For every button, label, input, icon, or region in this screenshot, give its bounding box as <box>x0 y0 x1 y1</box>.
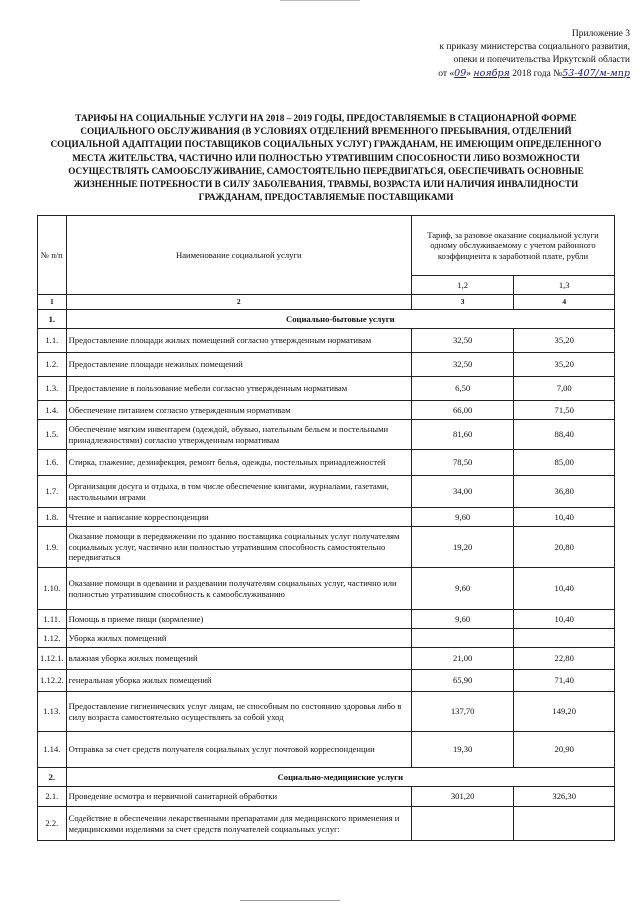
row-num: 2.1. <box>38 787 67 807</box>
scan-mark <box>280 0 360 1</box>
row-num: 1.14. <box>38 732 67 768</box>
document-title: ТАРИФЫ НА СОЦИАЛЬНЫЕ УСЛУГИ НА 2018 – 2019 ГОДЫ, ПРЕДОСТАВЛЯЕМЫЕ В СТАЦИОНАРНОЙ ФОРМЕ СОЦИАЛЬНОГО ОБСЛУЖИВАНИЯ (В УСЛОВИЯХ ОТДЕЛЕНИЙ ВРЕМЕННОГО ПРЕБЫВАНИЯ, ОТДЕЛЕНИЙ СОЦИАЛЬНОЙ АДАПТАЦИИ ПОСТАВЩИКОВ СОЦИАЛЬНЫХ УСЛУГ) ГРАЖДАНАМ, НЕ ИМЕЮЩИМ ОПРЕДЕЛЕННОГО МЕСТА ЖИТЕЛЬСТВА, ЧАСТИЧНО ИЛИ ПОЛНОСТЬЮ УТРАТИВШИМ СПОСОБНОСТИ ЛИБО ВОЗМОЖНОСТИ ОСУЩЕСТВЛЯТЬ САМООБСЛУЖИВАНИЕ, САМОСТОЯТЕЛЬНО ПЕРЕДВИГАТЬСЯ, ОБЕСПЕЧИВАТЬ ОСНОВНЫЕ ЖИЗНЕННЫЕ ПОТРЕБНОСТИ В СИЛУ ЗАБОЛЕВАНИЯ, ТРАВМЫ, ВОЗРАСТА ИЛИ НАЛИЧИЯ ИНВАЛИДНОСТИ ГРАЖДАНАМ, ПРЕДОСТАВЛЯЕМЫЕ ПОСТАВЩИКАМИ <box>50 113 602 203</box>
row-num: 1.9. <box>38 527 67 568</box>
section-title: Социально-бытовые услуги <box>66 310 614 329</box>
row-tariff-1-3 <box>514 807 615 841</box>
row-num: 1.12.2. <box>38 670 67 692</box>
section-title: Социально-медицинские услуги <box>66 768 614 787</box>
row-num: 1.6. <box>38 450 67 476</box>
row-num: 1.5. <box>38 420 67 450</box>
row-tariff-1-3: 149,20 <box>514 692 615 732</box>
row-service-name: Оказание помощи в одевании и раздевании получателям социальных услуг, частично или полностью утратившим способность к самообслуживанию <box>66 568 411 610</box>
row-tariff-1-2: 137,70 <box>411 692 514 732</box>
row-tariff-1-3: 20,80 <box>514 527 615 568</box>
row-tariff-1-2: 81,60 <box>411 420 514 450</box>
row-tariff-1-2: 9,60 <box>411 508 514 527</box>
row-service-name: Предоставление в пользование мебели согласно утвержденным нормативам <box>66 377 411 401</box>
index-1: 1 <box>38 295 67 310</box>
row-num: 1.2. <box>38 353 67 377</box>
row-num: 1.13. <box>38 692 67 732</box>
row-num: 1.8. <box>38 508 67 527</box>
row-tariff-1-3: 20,90 <box>514 732 615 768</box>
row-service-name: Уборка жилых помещений <box>66 629 411 648</box>
header-coef-2: 1,3 <box>514 276 615 295</box>
row-tariff-1-3: 36,80 <box>514 476 615 508</box>
row-tariff-1-3: 10,40 <box>514 508 615 527</box>
row-tariff-1-3: 10,40 <box>514 610 615 629</box>
row-tariff-1-2: 32,50 <box>411 329 514 353</box>
row-num: 2.2. <box>38 807 67 841</box>
section-num: 1. <box>38 310 67 329</box>
table-row <box>38 353 615 377</box>
row-service-name: Чтение и написание корреспонденции <box>66 508 411 527</box>
table-row <box>38 807 615 841</box>
section-num: 2. <box>38 768 67 787</box>
row-tariff-1-3: 71,50 <box>514 401 615 420</box>
row-tariff-1-3: 35,20 <box>514 353 615 377</box>
row-service-name: Оказание помощи в передвижении по зданию поставщика социальных услуг получателям социальных услуг, частично или полностью утратившим способность самостоятельно передвигаться <box>66 527 411 568</box>
row-service-name: Проведение осмотра и первичной санитарной обработки <box>66 787 411 807</box>
row-tariff-1-2: 21,00 <box>411 648 514 670</box>
row-num: 1.3. <box>38 377 67 401</box>
table-row <box>38 329 615 353</box>
table-row <box>38 377 615 401</box>
table-row <box>38 692 615 732</box>
row-service-name: влажная уборка жилых помещений <box>66 648 411 670</box>
row-tariff-1-2 <box>411 807 514 841</box>
date-day: 09 <box>454 68 467 79</box>
header-coef-1: 1,2 <box>411 276 514 295</box>
header-name: Наименование социальной услуги <box>66 216 411 295</box>
annex-date-line <box>330 67 630 81</box>
row-num: 1.1. <box>38 329 67 353</box>
tariff-table <box>37 215 615 841</box>
row-tariff-1-3: 22,80 <box>514 648 615 670</box>
header-num: № п/п <box>38 216 67 295</box>
header-tariff: Тариф, за разовое оказание социальной услуги одному обслуживаемому с учетом районного коэффициента к заработной плате, рубли <box>411 216 614 276</box>
index-2: 2 <box>66 295 411 310</box>
table-row <box>38 568 615 610</box>
row-service-name: Обеспечение мягким инвентарем (одеждой, обувью, нательным бельем и постельными принадлежностями) согласно утвержденным нормативам <box>66 420 411 450</box>
row-tariff-1-3: 85,00 <box>514 450 615 476</box>
section-row <box>38 310 615 329</box>
row-service-name: Предоставление гигиенических услуг лицам, не способным по состоянию здоровья либо в силу возраста самостоятельно осуществлять за собой уход <box>66 692 411 732</box>
date-prefix: от « <box>438 69 455 79</box>
table-row <box>38 670 615 692</box>
table-row <box>38 476 615 508</box>
annex-line-3: опеки и попечительства Иркутской области <box>453 55 630 65</box>
index-3: 3 <box>411 295 514 310</box>
row-service-name: Стирка, глажение, дезинфекция, ремонт белья, одежды, постельных принадлежностей <box>66 450 411 476</box>
row-tariff-1-3: 35,20 <box>514 329 615 353</box>
table-row <box>38 629 615 648</box>
row-service-name: Предоставление площади жилых помещений согласно утвержденным нормативам <box>66 329 411 353</box>
row-tariff-1-2: 6,50 <box>411 377 514 401</box>
row-tariff-1-2: 19,20 <box>411 527 514 568</box>
doc-number: 53-407/м-мпр <box>562 68 630 79</box>
row-tariff-1-2: 301,20 <box>411 787 514 807</box>
row-tariff-1-3: 7,00 <box>514 377 615 401</box>
table-row <box>38 450 615 476</box>
row-tariff-1-2: 34,00 <box>411 476 514 508</box>
row-tariff-1-3: 88,40 <box>514 420 615 450</box>
row-tariff-1-2: 32,50 <box>411 353 514 377</box>
row-num: 1.12.1. <box>38 648 67 670</box>
table-index-row <box>38 295 615 310</box>
row-service-name: генеральная уборка жилых помещений <box>66 670 411 692</box>
table-row <box>38 420 615 450</box>
annex-line-2: к приказу министерства социального развития, <box>439 42 630 52</box>
date-mid: » <box>466 69 471 79</box>
annex-line-1: Приложение 3 <box>571 29 630 39</box>
row-tariff-1-2: 65,90 <box>411 670 514 692</box>
index-4: 4 <box>514 295 615 310</box>
row-tariff-1-2: 66,00 <box>411 401 514 420</box>
table-row <box>38 648 615 670</box>
table-row <box>38 401 615 420</box>
row-tariff-1-2: 19,30 <box>411 732 514 768</box>
table-header-row <box>38 216 615 276</box>
row-num: 1.4. <box>38 401 67 420</box>
row-tariff-1-3: 10,40 <box>514 568 615 610</box>
table-row <box>38 787 615 807</box>
row-tariff-1-3: 326,30 <box>514 787 615 807</box>
row-num: 1.10. <box>38 568 67 610</box>
row-service-name: Обеспечение питанием согласно утвержденным нормативам <box>66 401 411 420</box>
row-tariff-1-3: 71,40 <box>514 670 615 692</box>
date-month: ноября <box>473 68 510 79</box>
section-row <box>38 768 615 787</box>
table-row <box>38 610 615 629</box>
row-tariff-1-2 <box>411 629 514 648</box>
scan-mark-bottom <box>240 900 340 901</box>
table-row <box>38 732 615 768</box>
date-year: 2018 года № <box>512 69 563 79</box>
row-tariff-1-3 <box>514 629 615 648</box>
table-row <box>38 527 615 568</box>
row-num: 1.7. <box>38 476 67 508</box>
row-service-name: Организация досуга и отдыха, в том числе обеспечение книгами, журналами, газетами, настольными играми <box>66 476 411 508</box>
row-num: 1.12. <box>38 629 67 648</box>
row-tariff-1-2: 78,50 <box>411 450 514 476</box>
row-num: 1.11. <box>38 610 67 629</box>
row-tariff-1-2: 9,60 <box>411 568 514 610</box>
row-tariff-1-2: 9,60 <box>411 610 514 629</box>
row-service-name: Отправка за счет средств получателя социальных услуг почтовой корреспонденции <box>66 732 411 768</box>
annex-header <box>330 28 630 81</box>
row-service-name: Предоставление площади нежилых помещений <box>66 353 411 377</box>
table-row <box>38 508 615 527</box>
row-service-name: Помощь в приеме пищи (кормление) <box>66 610 411 629</box>
row-service-name: Содействие в обеспечении лекарственными препаратами для медицинского применения и медицинскими изделиями за счет средств получателей социальных услуг: <box>66 807 411 841</box>
